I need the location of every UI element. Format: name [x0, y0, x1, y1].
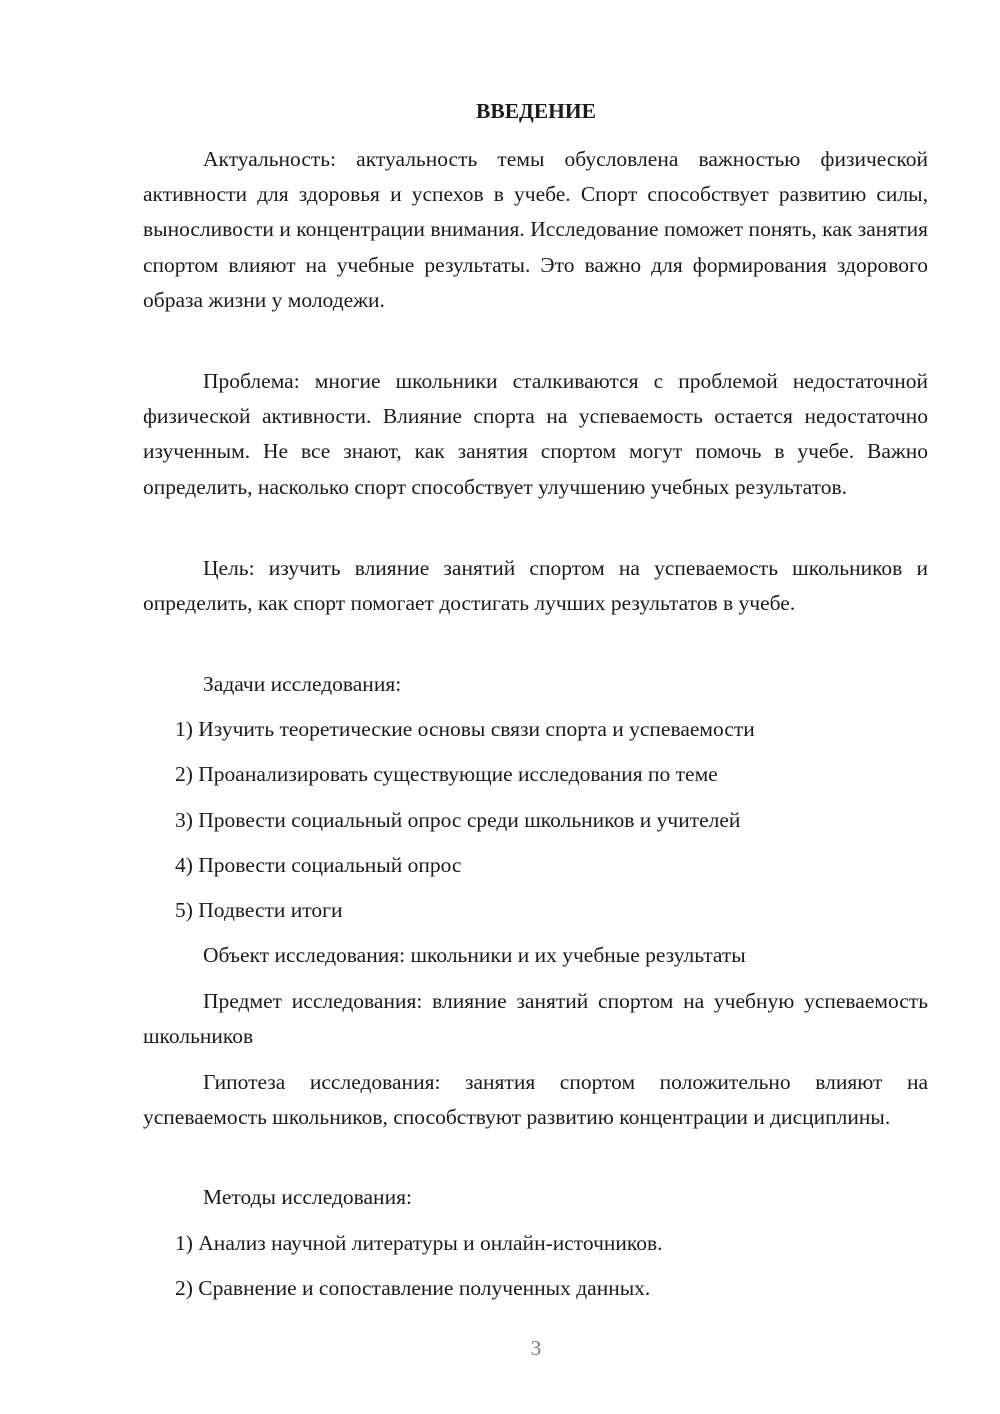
methods-heading: Методы исследования: — [203, 1185, 412, 1209]
task-item-5: 5) Подвести итоги — [175, 898, 343, 922]
method-item-1: 1) Анализ научной литературы и онлайн-источников. — [175, 1231, 663, 1255]
research-subject-paragraph: Предмет исследования: влияние занятий спортом на учебную успеваемость школьников — [143, 989, 928, 1049]
method-item-2: 2) Сравнение и сопоставление полученных данных. — [175, 1276, 651, 1300]
task-item-2: 2) Проанализировать существующие исследования по теме — [175, 762, 718, 786]
problem-paragraph: Проблема: многие школьники сталкиваются с проблемой недостаточной физической активности. Влияние спорта на успеваемость остается недостаточно изученным. Не все знают, как занятия спортом могут помочь в учебе. Важно определить, насколько спорт способствует улучшению учебных результатов. — [143, 369, 928, 499]
tasks-heading: Задачи исследования: — [203, 672, 402, 696]
page-number: 3 — [530, 1336, 542, 1360]
research-object: Объект исследования: школьники и их учебные результаты — [203, 943, 746, 967]
task-item-4: 4) Провести социальный опрос — [175, 853, 462, 877]
task-item-1: 1) Изучить теоретические основы связи спорта и успеваемости — [175, 717, 755, 741]
relevance-paragraph: Актуальность: актуальность темы обусловлена важностью физической активности для здоровья и успехов в учебе. Спорт способствует развитию силы, выносливости и концентрации внимания. Исследование поможет понять, как занятия спортом влияют на учебные результаты. Это важно для формирования здорового образа жизни у молодежи. — [143, 147, 928, 312]
task-item-3: 3) Провести социальный опрос среди школьников и учителей — [175, 808, 741, 832]
page-title: ВВЕДЕНИЕ — [476, 99, 596, 123]
goal-paragraph: Цель: изучить влияние занятий спортом на успеваемость школьников и определить, как спорт помогает достигать лучших результатов в учебе. — [143, 556, 928, 616]
hypothesis-paragraph: Гипотеза исследования: занятия спортом положительно влияют на успеваемость школьников, способствуют развитию концентрации и дисциплины. — [143, 1070, 928, 1130]
